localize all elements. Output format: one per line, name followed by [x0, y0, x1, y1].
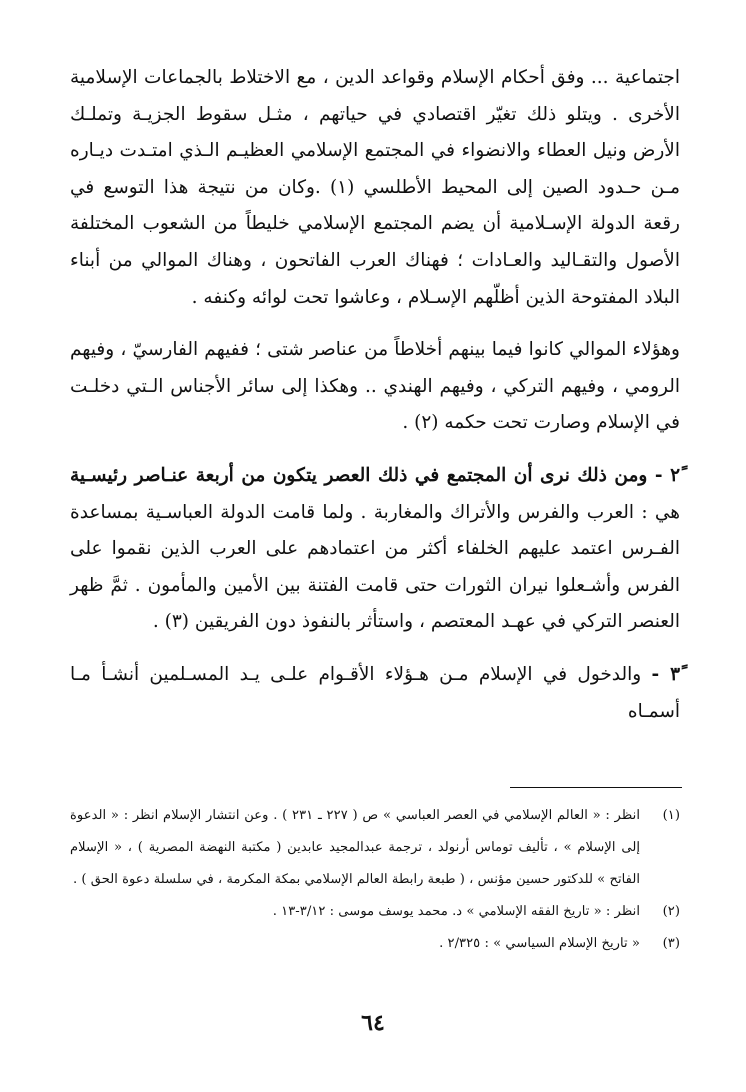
footnote-number: (٢)	[662, 904, 680, 919]
footnote-number: (٣)	[662, 936, 680, 951]
footnote-divider	[510, 787, 682, 788]
point-2-paragraph	[70, 458, 680, 641]
point-3-paragraph	[70, 657, 680, 730]
paragraph-1	[70, 60, 680, 316]
paragraph-text: وهؤلاء الموالي كانوا فيما بينهم أخلاطاً من عناصر شتى ؛ ففيهم الفارسيّ ، وفيهم الرومي ، وفيهم التركي ، وفيهم الهندي .. وهكذا إلى سائر الأجناس الـتي دخلـت في الإسلام وصارت تحت حكمه (٢) .	[70, 339, 680, 434]
page-number: ٦٤	[361, 1010, 385, 1036]
point-lead-text: ومن ذلك نرى أن المجتمع في ذلك العصر يتكون من أربعة عنـاصر رئيسـية	[70, 464, 655, 486]
paragraph-text	[70, 458, 680, 641]
paragraph-text: اجتماعية ... وفق أحكام الإسلام وقواعد الدين ، مع الاختلاط بالجماعات الإسلامية الأخرى . ويتلو ذلك تغيّر اقتصادي في حياتهم ، مثـل سقوط الجزيـة وتملـك الأرض ونيل العطاء والانضواء في المجتمع الإسلامي العظيـم الـذي امتـدت ديـاره مـن حـدود الصين إلى المحيط الأطلسي (١) .وكان من نتيجة هذا التوسع في رقعة الدولة الإسـلامية أن يضم المجتمع الإسلامي خليطاً من الشعوب المختلفة الأصول والتقـاليد والعـادات ؛ فهناك العرب الفاتحون ، وهناك الموالي من أبناء البلاد المفتوحة الذين أظلّهم الإسـلام ، وعاشوا تحت لوائه وكنفه .	[70, 67, 680, 308]
footnote-text: « تاريخ الإسلام السياسي » : ٢/٣٢٥ .	[439, 936, 640, 951]
footnote-text: انظر : « العالم الإسلامي في العصر العباسي » ص ( ٢٢٧ ـ ٢٣١ ) . وعن انتشار الإسلام انظر : « الدعوة إلى الإسلام » ، تأليف توماس أرنولد ، ترجمة عبدالمجيد عابدين ( مكتبة النهضة المصرية ) ، « الإسلام الفاتح » للدكتور حسين مؤنس ، ( طبعة رابطة العالم الإسلامي بمكة المكرمة ، في سلسلة دعوة الحق ) .	[70, 808, 640, 887]
paragraph-text	[70, 657, 680, 730]
point-number: ٣ً -	[651, 663, 681, 685]
point-body-text: هي : العرب والفرس والأتراك والمغاربة . ولما قامت الدولة العباسـية بمساعدة الفـرس اعتمد عليهم الخلفاء أكثر من اعتمادهم على العرب الذين نقموا على الفرس وأشـعلوا نيران الثورات حتى قامت الفتنة بين الأمين والمأمون . ثمَّ ظهر العنصر التركي في عهـد المعتصم ، واستأثر بالنفوذ دون الفريقين (٣) .	[70, 501, 680, 633]
point-number: ٢ً -	[654, 464, 680, 486]
footnote-text: انظر : « تاريخ الفقه الإسلامي » د. محمد يوسف موسى : ٣/١٢-١٣ .	[272, 904, 640, 919]
footnotes	[70, 800, 680, 960]
point-body-text: والدخول في الإسلام مـن هـؤلاء الأقـوام علـى يـد المسـلمين أنشـأ مـا أسمـاه	[70, 663, 680, 722]
footnote-3	[70, 928, 680, 960]
footnote-1	[70, 800, 680, 896]
footnote-number: (١)	[662, 808, 680, 823]
paragraph-2	[70, 332, 680, 442]
footnote-2	[70, 896, 680, 928]
main-text	[70, 60, 680, 746]
